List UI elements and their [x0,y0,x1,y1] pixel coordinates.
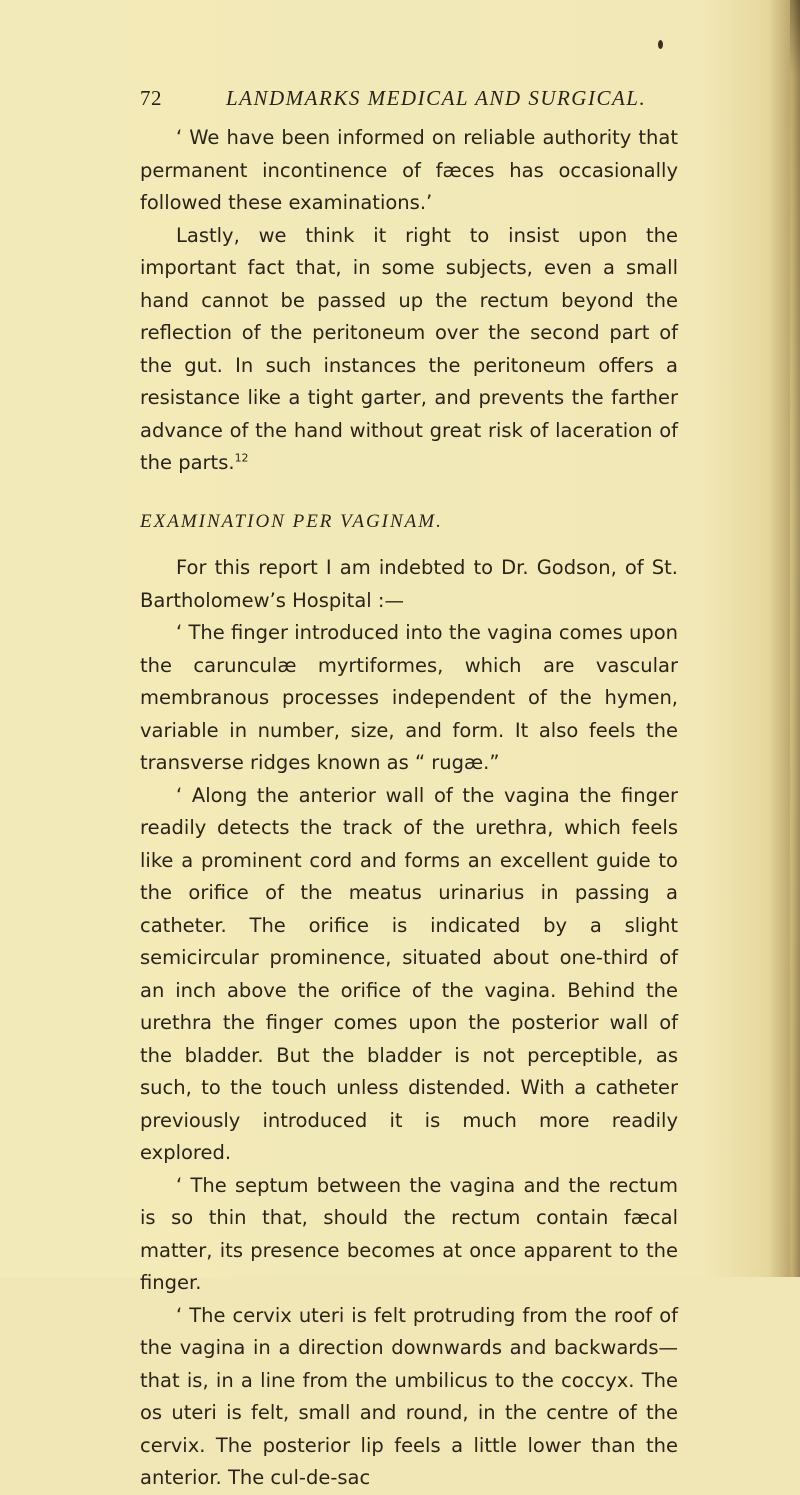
body-text [140,122,678,1495]
paragraph: ‘ The septum between the vagina and the rectum is so thin that, should the rectum contain fæcal matter, its presence becomes at once apparent to the finger. [140,1173,678,1294]
paragraph: ‘ Along the anterior wall of the vagina the finger readily detects the track of the urethra, which feels like a prominent cord and forms an excellent guide to the orifice of the meatus urinarius in passing a catheter. The orifice is indicated by a slight semicircular prominence, situated about one-third of an inch above the orifice of the vagina. Behind the urethra the finger comes upon the posterior wall of the bladder. But the bladder is not perceptible, as such, to the touch unless distended. With a catheter previously introduced it is much more readily explored. [140,783,678,1164]
paragraph [140,220,678,480]
running-title: LANDMARKS MEDICAL AND SURGICAL. [226,86,647,110]
paragraph-text: Lastly, we think it right to insist upon the important fact that, in some subjects, even a small hand cannot be passed up the rectum beyond the reflection of the peritoneum over the second part of the gut. In such instances the peritoneum offers a resistance like a tight garter, and prevents the farther advance of the hand without great risk of laceration of the parts. [140,223,678,474]
page-number: 72 [140,86,162,110]
page-edge [790,0,800,1277]
paragraph: For this report I am indebted to Dr. Godson, of St. Bartholomew’s Hospital :— [140,556,678,612]
paragraph: ‘ The finger introduced into the vagina comes upon the carunculæ myrtiformes, which are vascular membranous processes independent of the hymen, variable in number, size, and form. It also feels the transverse ridges known as “ rugæ.” [140,621,678,774]
page-header [140,86,680,112]
paragraph: ‘ The cervix uteri is felt protruding from the roof of the vagina in a direction downwards and backwards—that is, in a line from the umbilicus to the coccyx. The os uteri is felt, small and round, in the centre of the cervix. The posterior lip feels a little lower than the anterior. The cul-de-sac [140,1303,678,1489]
ink-spot [658,40,663,49]
paragraph: ‘ We have been informed on reliable authority that permanent incontinence of fæces has occasionally followed these examinations.’ [140,126,678,214]
section-title: EXAMINATION PER VAGINAM. [140,510,443,532]
footnote-ref: 12 [234,451,249,465]
